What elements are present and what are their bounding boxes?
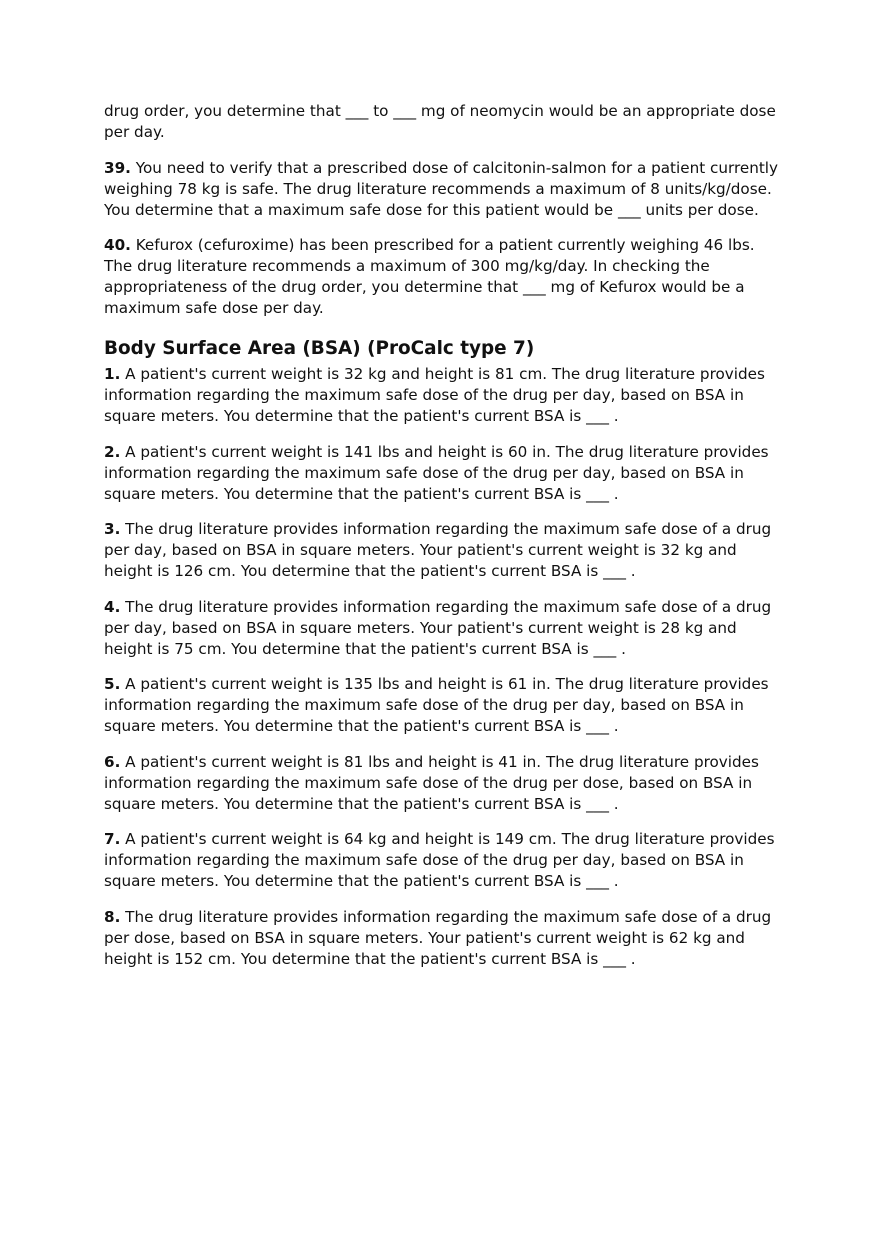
question-number: 40. — [104, 236, 131, 254]
question-text: Kefurox (cefuroxime) has been prescribed for a patient currently weighing 46 lbs. The drug literature recommends a maximum of 300 mg/kg/day. In checking the appropriateness of the drug order, you determine that ___ mg of Kefurox would be a maximum safe dose per day. — [104, 236, 755, 317]
bsa-question-1 — [104, 364, 780, 427]
question-number: 7. — [104, 830, 121, 848]
question-text: You need to verify that a prescribed dose of calcitonin-salmon for a patient currently weighing 78 kg is safe. The drug literature recommends a maximum of 8 units/kg/dose. You determine that a maximum safe dose for this patient would be ___ units per dose. — [104, 159, 778, 219]
document-page — [104, 101, 780, 984]
question-text: A patient's current weight is 64 kg and height is 149 cm. The drug literature provides information regarding the maximum safe dose of the drug per day, based on BSA in square meters. You determine that the patient's current BSA is ___ . — [104, 830, 775, 890]
continued-paragraph — [104, 101, 780, 143]
bsa-question-list — [104, 364, 780, 970]
question-text: A patient's current weight is 81 lbs and height is 41 in. The drug literature provides information regarding the maximum safe dose of the drug per dose, based on BSA in square meters. You determine that the patient's current BSA is ___ . — [104, 752, 759, 813]
continued-text: drug order, you determine that ___ to ___ mg of neomycin would be an appropriate dose per day. — [104, 102, 776, 141]
section-heading: Body Surface Area (BSA) (ProCalc type 7) — [104, 338, 535, 359]
question-text: The drug literature provides information regarding the maximum safe dose of a drug per dose, based on BSA in square meters. Your patient's current weight is 62 kg and height is 152 cm. You determine that the patient's current BSA is ___ . — [104, 907, 772, 968]
bsa-question-8 — [104, 907, 780, 970]
question-number: 39. — [104, 159, 131, 177]
bsa-question-2 — [104, 442, 780, 505]
question-number: 6. — [104, 752, 121, 771]
question-number: 1. — [104, 365, 121, 383]
question-number: 4. — [104, 597, 121, 616]
bsa-question-7 — [104, 829, 780, 892]
question-number: 8. — [104, 907, 121, 926]
bsa-question-6 — [104, 752, 780, 815]
question-39 — [104, 158, 780, 221]
question-text: The drug literature provides information regarding the maximum safe dose of a drug per day, based on BSA in square meters. Your patient's current weight is 28 kg and height is 75 cm. You determine that the patient's current BSA is ___ . — [104, 597, 772, 658]
bsa-question-3 — [104, 519, 780, 582]
question-text: The drug literature provides information regarding the maximum safe dose of a drug per day, based on BSA in square meters. Your patient's current weight is 32 kg and height is 126 cm. You determine that the patient's current BSA is ___ . — [104, 520, 772, 580]
bsa-question-4 — [104, 597, 780, 660]
question-text: A patient's current weight is 135 lbs and height is 61 in. The drug literature provides information regarding the maximum safe dose of the drug per day, based on BSA in square meters. You determine that the patient's current BSA is ___ . — [104, 675, 769, 735]
bsa-question-5 — [104, 674, 780, 737]
question-number: 2. — [104, 442, 121, 461]
question-number: 3. — [104, 520, 121, 538]
question-text: A patient's current weight is 141 lbs and height is 60 in. The drug literature provides information regarding the maximum safe dose of the drug per day, based on BSA in square meters. You determine that the patient's current BSA is ___ . — [104, 442, 769, 503]
question-40 — [104, 235, 780, 319]
question-number: 5. — [104, 675, 121, 693]
question-text: A patient's current weight is 32 kg and height is 81 cm. The drug literature provides information regarding the maximum safe dose of the drug per day, based on BSA in square meters. You determine that the patient's current BSA is ___ . — [104, 365, 765, 425]
